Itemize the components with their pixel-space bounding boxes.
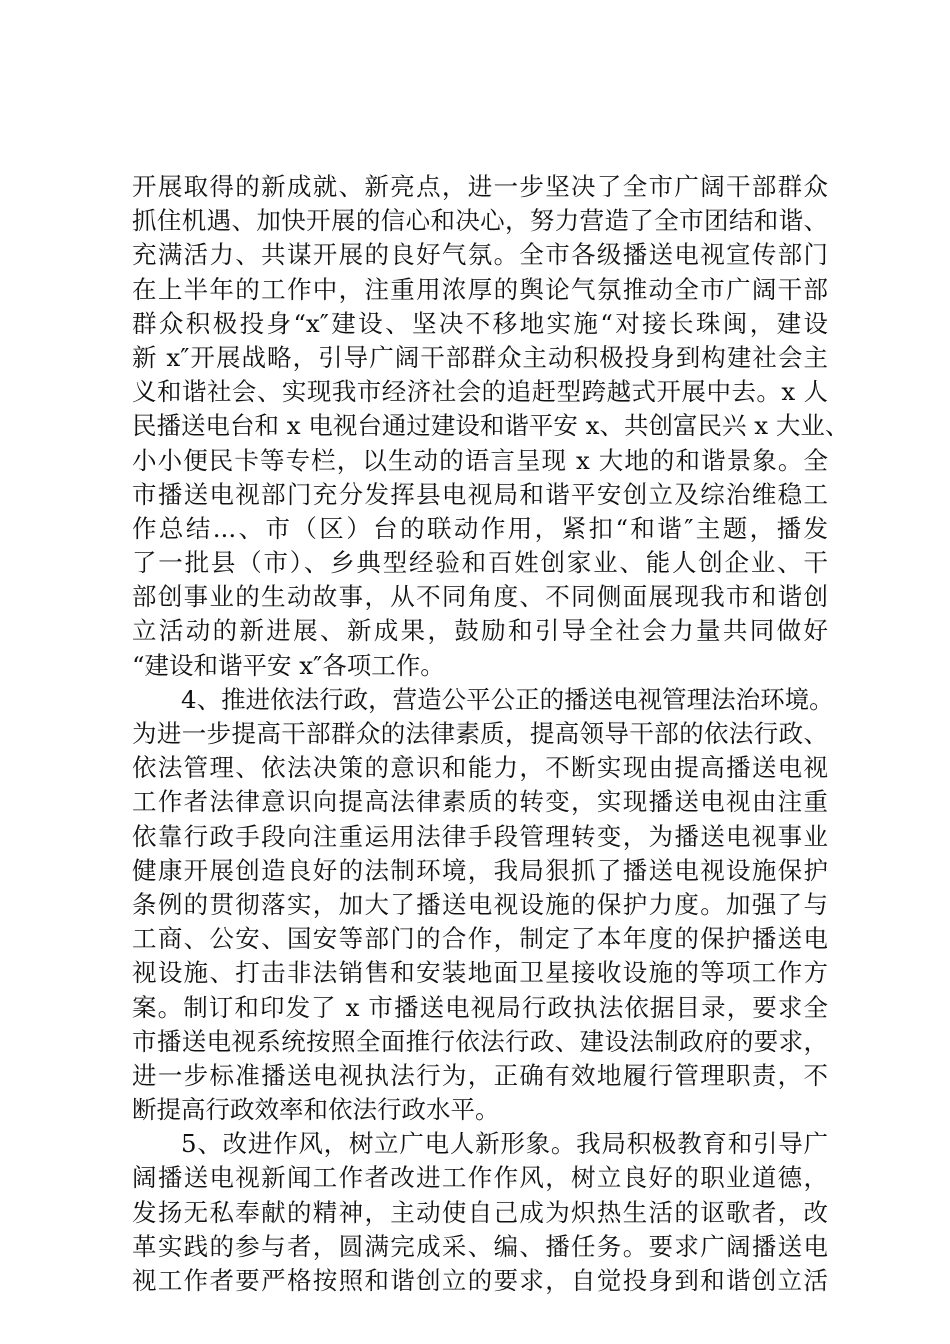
text-line: “建设和谐平安 x″各项工作。 [132,650,445,680]
text-line: 断提高行政效率和依法行政水平。 [132,1095,500,1125]
text-line: 进一步标准播送电视执法行为，正确有效地履行管理职责，不 [132,1060,828,1090]
text-line: 民播送电台和 x 电视台通过建设和谐平安 x、共创富民兴 x 大业、 [132,411,850,441]
text-line: 依法管理、依法决策的意识和能力，不断实现由提高播送电视 [132,753,828,783]
text-line: 在上半年的工作中，注重用浓厚的舆论气氛推动全市广阔干部 [132,274,828,304]
text-line: 市播送电视系统按照全面推行依法行政、建设法制政府的要求， [132,1026,828,1056]
text-line: 为进一步提高干部群众的法律素质，提高领导干部的依法行政、 [132,719,828,748]
text-line: 革实践的参与者，圆满完成采、编、播任务。要求广阔播送电 [132,1231,828,1261]
text-line: 群众积极投身“x″建设、坚决不移地实施“对接长珠闽，建设 [132,308,828,338]
paragraph-3 [132,1127,828,1298]
text-line: 小小便民卡等专栏，以生动的语言呈现 x 大地的和谐景象。全 [132,445,828,475]
document-body [132,170,850,1298]
text-line: 作总结...、市（区）台的联动作用，紧扣“和谐″主题，播发 [132,513,828,543]
paragraph-2 [132,683,834,1127]
text-line: 市播送电视部门充分发挥县电视局和谐平安创立及综治维稳工 [132,479,828,509]
text-line: 案。制订和印发了 x 市播送电视局行政执法依据目录，要求全 [132,992,828,1022]
text-line: 条例的贯彻落实，加大了播送电视设施的保护力度。加强了与 [132,889,828,919]
paragraph-1 [132,170,850,683]
text-line: 充满活力、共谋开展的良好气氛。全市各级播送电视宣传部门 [132,240,828,270]
text-line: 新 x″开展战略，引导广阔干部群众主动积极投身到构建社会主 [132,342,828,372]
text-line: 依靠行政手段向注重运用法律手段管理转变，为播送电视事业 [132,821,828,851]
paragraph-heading-line: 5、改进作风，树立广电人新形象。我局积极教育和引导广 [181,1129,828,1159]
text-line: 开展取得的新成就、新亮点，进一步坚决了全市广阔干部群众 [132,172,828,201]
text-line: 了一批县（市）、乡典型经验和百姓创家业、能人创企业、干 [132,548,828,578]
text-line: 工作者法律意识向提高法律素质的转变，实现播送电视由注重 [132,787,828,817]
text-line: 抓住机遇、加快开展的信心和决心，努力营造了全市团结和谐、 [132,206,828,236]
text-line: 阔播送电视新闻工作者改进工作作风，树立良好的职业道德， [132,1163,828,1193]
paragraph-heading-line: 4、推进依法行政，营造公平公正的播送电视管理法治环境。 [181,684,834,714]
text-line: 健康开展创造良好的法制环境，我局狠抓了播送电视设施保护 [132,855,828,885]
text-line: 立活动的新进展、新成果，鼓励和引导全社会力量共同做好 [132,616,828,646]
text-line: 部创事业的生动故事，从不同角度、不同侧面展现我市和谐创 [132,582,828,612]
text-line: 发扬无私奉献的精神，主动使自己成为炽热生活的讴歌者，改 [132,1197,828,1227]
text-line: 工商、公安、国安等部门的合作，制定了本年度的保护播送电 [132,924,828,954]
text-line: 视设施、打击非法销售和安装地面卫星接收设施的等项工作方 [132,958,828,988]
text-line: 视工作者要严格按照和谐创立的要求，自觉投身到和谐创立活 [132,1266,828,1295]
text-line: 义和谐社会、实现我市经济社会的追赶型跨越式开展中去。x 人 [132,377,828,407]
